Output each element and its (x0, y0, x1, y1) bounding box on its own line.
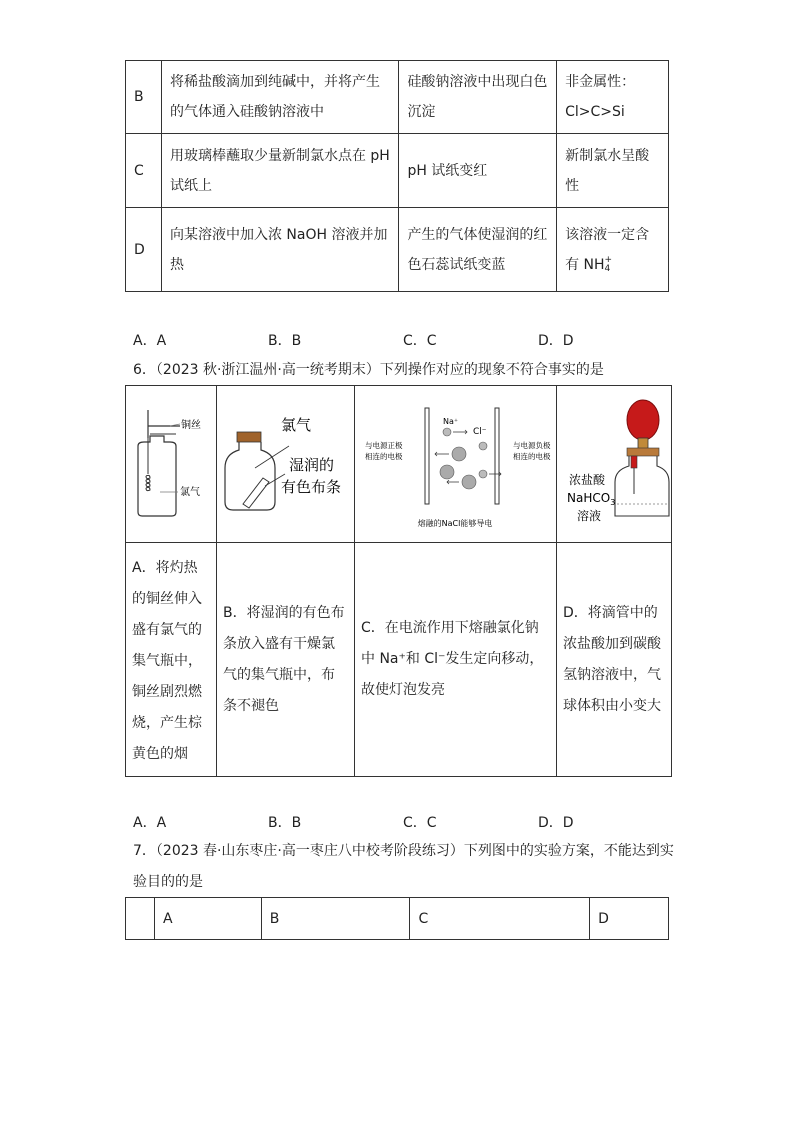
q6-stem: 6．（2023 秋·浙江温州·高一统考期末）下列操作对应的现象不符合事实的是 (133, 362, 604, 378)
option-d-text: D．将滴管中的浓盐酸加到碳酸氢钠溶液中，气球体积由小变大 (557, 543, 672, 777)
choice-a[interactable]: A．A (133, 333, 167, 349)
table-row (126, 208, 669, 292)
header-b: B (261, 898, 410, 940)
label-cloth-1: 湿润的 (289, 456, 335, 474)
header-a: A (154, 898, 261, 940)
table-row (126, 898, 669, 940)
q7-stem-line2: 验目的的是 (133, 874, 203, 890)
copper-wire-figure (126, 386, 216, 542)
conclusion-line1: 非金属性： (565, 74, 636, 90)
label-hcl: 浓盐酸 (569, 473, 606, 487)
phenomenon-cell: 产生的气体使湿润的红色石蕊试纸变蓝 (399, 208, 557, 292)
conclusion-cell (557, 61, 669, 134)
operation-cell: 用玻璃棒蘸取少量新制氯水点在 pH 试纸上 (161, 134, 398, 208)
phenomenon-cell: 硅酸钠溶液中出现白色沉淀 (399, 61, 557, 134)
label-cl-ion: Cl⁻ (473, 427, 487, 437)
label-wire: 铜丝 (181, 420, 201, 431)
label-cathode-2: 相连的电极 (513, 452, 551, 461)
figure-c-cell (355, 386, 557, 543)
figure-d-cell (557, 386, 672, 543)
row-label: C (126, 134, 162, 208)
header-c: C (410, 898, 590, 940)
figure-a-cell (126, 386, 217, 543)
conclusion-cell: 新制氯水呈酸性 (557, 134, 669, 208)
choice-d[interactable]: D．D (538, 815, 574, 831)
conclusion-line1: 该溶液一定含 (565, 226, 650, 243)
q6-choices (133, 812, 673, 832)
row-label: D (126, 208, 162, 292)
conclusion-cell (557, 208, 669, 292)
phenomenon-cell: pH 试纸变红 (399, 134, 557, 208)
conclusion-line2: Cl>C>Si (565, 104, 625, 120)
q6-table (125, 385, 672, 777)
figure-b-cell (217, 386, 355, 543)
row-label: B (126, 61, 162, 134)
q7-table (125, 897, 669, 940)
caption-nacl: 熔融的NaCl能够导电 (417, 519, 493, 528)
operation-cell: 向某溶液中加入浓 NaOH 溶液并加热 (161, 208, 398, 292)
option-a-text: A．将灼热的铜丝伸入盛有氯气的集气瓶中，铜丝剧烈燃烧，产生棕黄色的烟 (126, 543, 217, 777)
bottle-cloth-figure (217, 386, 354, 542)
operation-cell: 将稀盐酸滴加到纯碱中，并将产生的气体通入硅酸钠溶液中 (161, 61, 398, 134)
choice-d[interactable]: D．D (538, 333, 574, 349)
balloon-flask-figure (557, 386, 671, 542)
choice-a[interactable]: A．A (133, 815, 167, 831)
choice-b[interactable]: B．B (268, 815, 302, 831)
option-c-text: C．在电流作用下熔融氯化钠中 Na⁺和 Cl⁻发生定向移动，故使灯泡发亮 (355, 543, 557, 777)
table-row (126, 61, 669, 134)
header-d: D (590, 898, 669, 940)
choice-c[interactable]: C．C (403, 333, 437, 349)
label-cathode-1: 与电源负极 (513, 441, 551, 450)
label-nahco3: NaHCO$_3$ (567, 491, 616, 507)
q5-table (125, 60, 669, 292)
options-row (126, 543, 672, 777)
conclusion-line2: 有 NH + 4 (565, 254, 613, 274)
electrolysis-figure (355, 386, 556, 542)
label-anode-1: 与电源正极 (365, 441, 403, 450)
choice-c[interactable]: C．C (403, 815, 437, 831)
blank-cell (126, 898, 155, 940)
choice-b[interactable]: B．B (268, 333, 302, 349)
q5-choices (133, 330, 673, 350)
label-chlorine: 氯气 (281, 416, 312, 434)
label-na-ion: Na⁺ (443, 417, 459, 426)
table-row (126, 134, 669, 208)
option-b-text: B．将湿润的有色布条放入盛有干燥氯气的集气瓶中，布条不褪色 (217, 543, 355, 777)
figure-row (126, 386, 672, 543)
label-cloth-2: 有色布条 (281, 478, 342, 496)
label-gas: 氯气 (180, 487, 200, 498)
label-anode-2: 相连的电极 (365, 452, 403, 461)
q7-stem-line1: 7．（2023 春·山东枣庄·高一枣庄八中校考阶段练习）下列图中的实验方案，不能达到实 (133, 843, 674, 859)
label-solution: 溶液 (577, 509, 602, 523)
